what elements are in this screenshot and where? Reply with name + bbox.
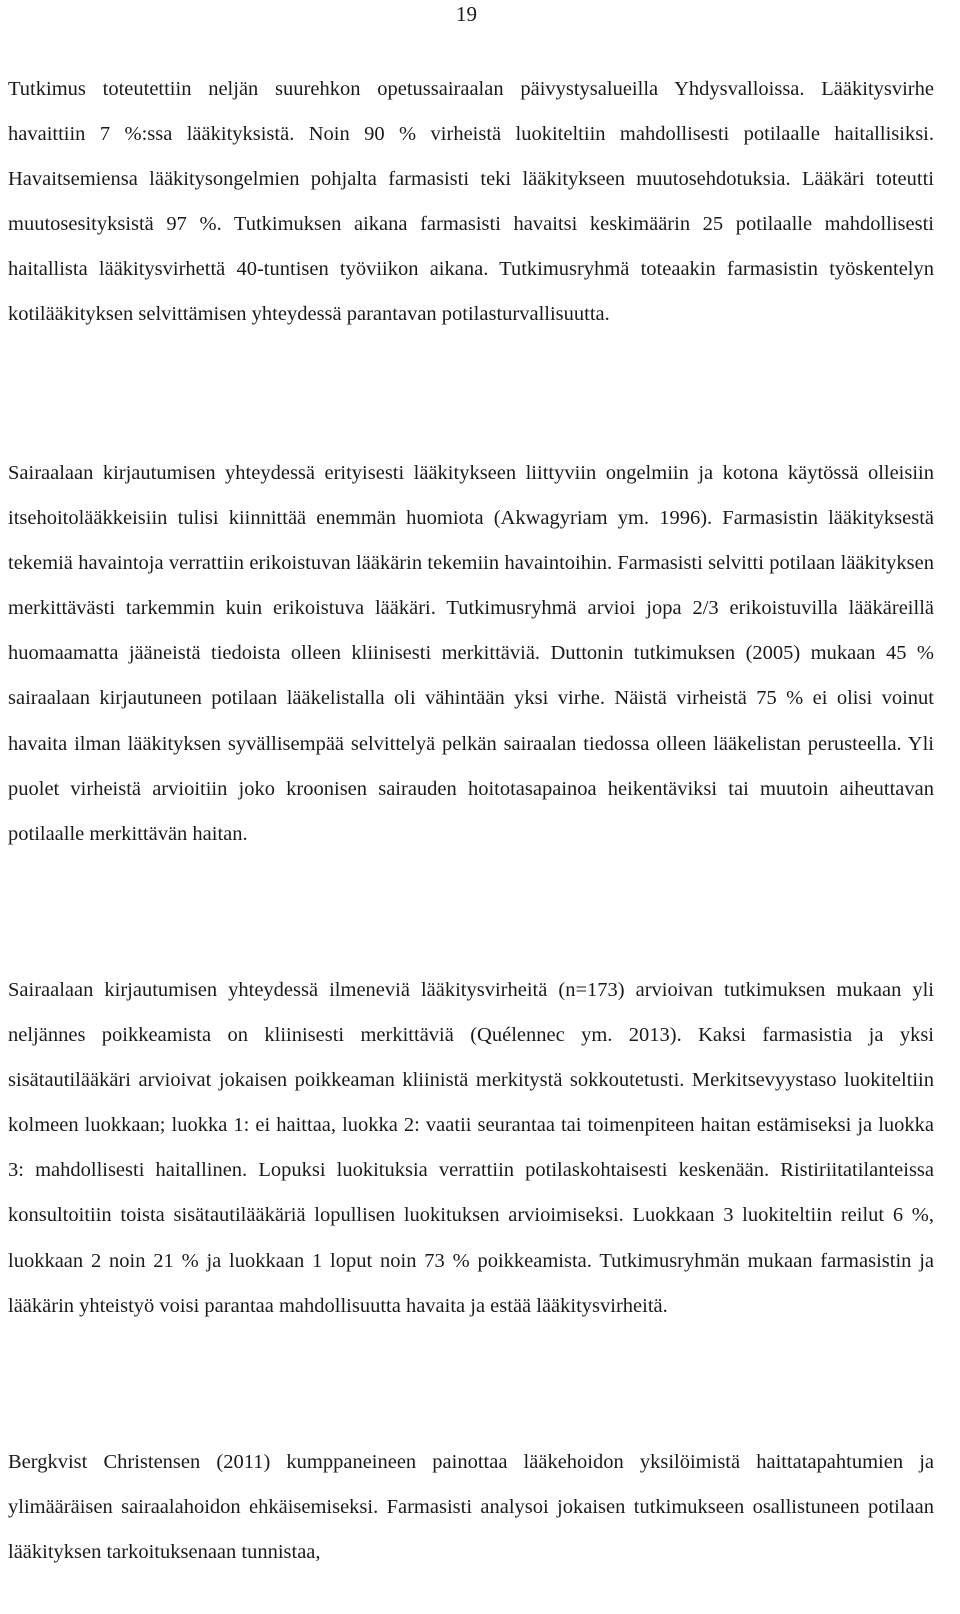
paragraph-medication-error-study: Tutkimus toteutettiin neljän suurehkon opetussairaalan päivystysalueilla Yhdysvalloissa. Lääkitysvirhe havaittiin 7 %:ssa lääkityksistä. Noin 90 % virheistä luokiteltiin mahdollisesti potilaalle haitallisiksi. Havaitsemiensa lääkitysongelmien pohjalta farmasisti teki lääkitykseen muutosehdotuksia. Lääkäri toteutti muutosesityksistä 97 %. Tutkimuksen aikana farmasisti havaitsi keskimäärin 25 potilaalle mahdollisesti haitallista lääkitysvirhettä 40-tuntisen työviikon aikana. Tutkimusryhmä toteaakin farmasistin työskentelyn kotilääkityksen selvittämisen yhteydessä parantavan potilasturvallisuutta.: [8, 78, 934, 326]
paragraph-hospital-admission-issues: Sairaalaan kirjautumisen yhteydessä erityisesti lääkitykseen liittyviin ongelmiin ja kotona käytössä olleisiin itsehoitolääkkeisiin tulisi kiinnittää enemmän huomiota (Akwagyriam ym. 1996). Farmasistin lääkityksestä tekemiä havaintoja verrattiin erikoistuvan lääkärin tekemiin havaintoihin. Farmasisti selvitti potilaan lääkityksen merkittävästi tarkemmin kuin erikoistuva lääkäri. Tutkimusryhmä arvioi jopa 2/3 erikoistuvilla lääkäreillä huomaamatta jääneistä tiedoista olleen kliinisesti merkittäviä. Duttonin tutkimuksen (2005) mukaan 45 % sairaalaan kirjautuneen potilaan lääkelistalla oli vähintään yksi virhe. Näistä virheistä 75 % ei olisi voinut havaita ilman lääkityksen syvällisempää selvittelyä pelkän sairaalan tiedossa olleen lääkelistan perusteella. Yli puolet virheistä arvioitiin joko kroonisen sairauden hoitotasapainoa heikentäviksi tai muutoin aiheuttavan potilaalle merkittävän haitan.: [8, 462, 934, 845]
paragraph-individualized-medication: Bergkvist Christensen (2011) kumppaneineen painottaa lääkehoidon yksilöimistä haittatapahtumien ja ylimääräisen sairaalahoidon ehkäisemiseksi. Farmasisti analysoi jokaisen tutkimukseen osallistuneen potilaan lääkityksen tarkoituksenaan tunnistaa,: [8, 1451, 934, 1564]
paragraph-clinical-significance: Sairaalaan kirjautumisen yhteydessä ilmeneviä lääkitysvirheitä (n=173) arvioivan tutkimuksen mukaan yli neljännes poikkeamista on kliinisesti merkittäviä (Quélennec ym. 2013). Kaksi farmasistia ja yksi sisätautilääkäri arvioivat jokaisen poikkeaman kliinistä merkitystä sokkoutetusti. Merkitsevyystaso luokiteltiin kolmeen luokkaan; luokka 1: ei haittaa, luokka 2: vaatii seurantaa tai toimenpiteen haitan estämiseksi ja luokka 3: mahdollisesti haitallinen. Lopuksi luokituksia verrattiin potilaskohtaisesti keskenään. Ristiriitatilanteissa konsultoitiin toista sisätautilääkäriä lopullisen luokituksen arvioimiseksi. Luokkaan 3 luokiteltiin reilut 6 %, luokkaan 2 noin 21 % ja luokkaan 1 loput noin 73 % poikkeamista. Tutkimusryhmän mukaan farmasistin ja lääkärin yhteistyö voisi parantaa mahdollisuutta havaita ja estää lääkitysvirheitä.: [8, 979, 934, 1317]
page-number: 19: [456, 2, 477, 26]
